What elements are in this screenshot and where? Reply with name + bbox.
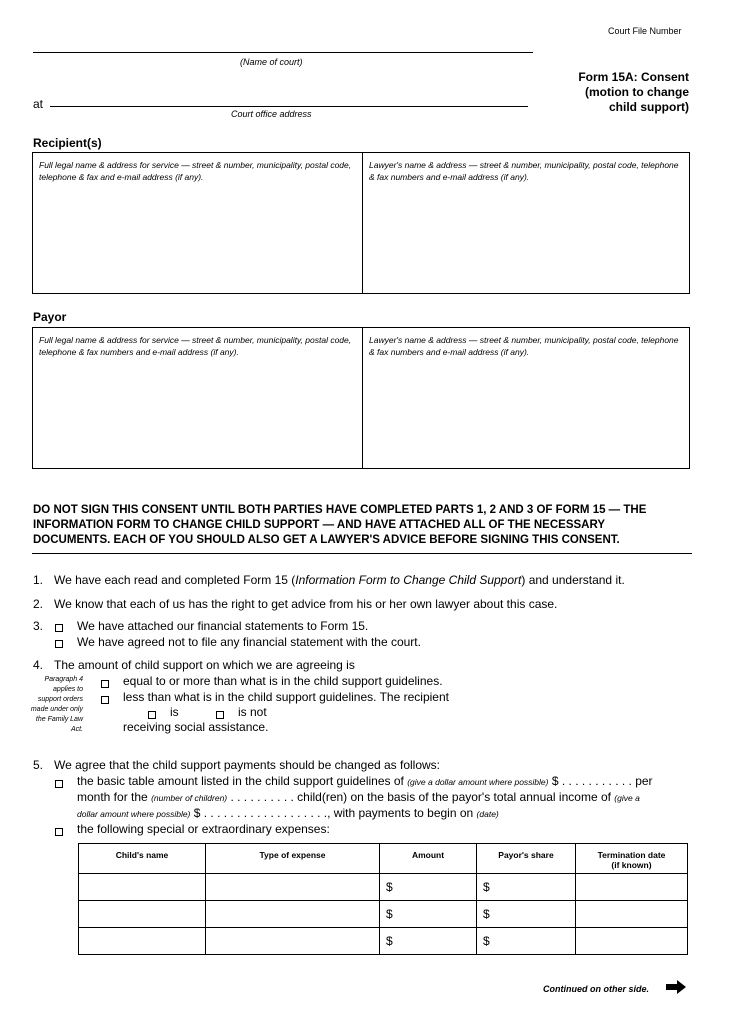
warning-notice	[33, 503, 693, 548]
side-note-line3: support orders	[37, 696, 83, 703]
item5-opt1-e: $ . . . . . . . . . . . . . . . . . . ., with payments to begin on	[193, 806, 474, 820]
row1-amount-dollar: $	[386, 880, 393, 894]
recipient-info-box[interactable]	[32, 152, 363, 294]
court-file-number-label: Court File Number	[608, 26, 682, 36]
row1-expense-type-cell[interactable]	[206, 874, 380, 901]
item4-opt1-label: equal to or more than what is in the child support guidelines.	[123, 674, 443, 688]
item1-text	[54, 573, 625, 587]
item2-text: We know that each of us has the right to get advice from his or her own lawyer about this case.	[54, 597, 558, 611]
row3-termination-cell[interactable]	[576, 928, 688, 955]
table-header-row	[79, 844, 688, 874]
row3-share-dollar: $	[483, 934, 490, 948]
item5-opt1-c: month for the	[77, 790, 148, 804]
continued-note: Continued on other side.	[543, 984, 649, 994]
item5-opt1-line1	[77, 774, 653, 788]
side-note-line6: Act.	[70, 726, 83, 733]
item5-hint1: (give a dollar amount where possible)	[407, 777, 549, 787]
item3-opt2-label: We have agreed not to file any financial statement with the court.	[77, 635, 421, 649]
item5-opt1-line3	[77, 806, 499, 820]
item5-opt1-line2	[77, 790, 640, 804]
side-note-line1: Paragraph 4	[44, 676, 83, 683]
item3-opt1-label: We have attached our financial statements to Form 15.	[77, 619, 369, 633]
item5-hint2: (number of children)	[151, 793, 228, 803]
recipient-heading: Recipient(s)	[33, 136, 102, 150]
payor-lawyer-label: Lawyer's name & address — street & number, municipality, postal code, telephone & fax numbers and e-mail address (if any).	[369, 335, 679, 357]
recipient-lawyer-box[interactable]	[362, 152, 690, 294]
termination-date-sub: (if known)	[611, 860, 652, 870]
form-title-line3: child support)	[609, 100, 689, 114]
side-note-line4: made under only	[30, 706, 83, 713]
form-title	[578, 70, 689, 115]
form-title-line1: Form 15A: Consent	[578, 70, 689, 84]
row2-share-cell[interactable]	[477, 901, 576, 928]
item5-opt2-checkbox[interactable]	[55, 823, 63, 841]
name-of-court-label: (Name of court)	[240, 57, 303, 67]
warning-line1: DO NOT SIGN THIS CONSENT UNTIL BOTH PARTIES HAVE COMPLETED PARTS 1, 2 AND 3 OF FORM 15 — THE	[33, 504, 647, 516]
item4-social-label: receiving social assistance.	[123, 720, 269, 734]
item4-side-note	[10, 675, 83, 735]
item4-number: 4.	[33, 658, 44, 672]
row3-amount-cell[interactable]	[380, 928, 477, 955]
item1-italic: Information Form to Change Child Support	[295, 573, 522, 587]
item5-hint3: (give a	[614, 793, 640, 803]
item1-pre: We have each read and completed Form 15 (	[54, 573, 296, 587]
row3-child-name-cell[interactable]	[79, 928, 206, 955]
row2-termination-cell[interactable]	[576, 901, 688, 928]
recipient-info-label: Full legal name & address for service — street & number, municipality, postal code, telephone & fax and e-mail address (if any).	[39, 160, 352, 182]
side-note-line5: the Family Law	[35, 716, 83, 723]
item5-hint5: (date)	[476, 809, 499, 819]
termination-date-label: Termination date	[597, 850, 666, 860]
warning-line3: DOCUMENTS. EACH OF YOU SHOULD ALSO GET A LAWYER'S ADVICE BEFORE SIGNING THIS CONSENT.	[33, 534, 620, 546]
row2-share-dollar: $	[483, 907, 490, 921]
table-row	[79, 901, 688, 928]
form-title-line2: (motion to change	[585, 85, 689, 99]
at-label: at	[33, 97, 44, 111]
row1-amount-cell[interactable]	[380, 874, 477, 901]
row3-expense-type-cell[interactable]	[206, 928, 380, 955]
row2-expense-type-cell[interactable]	[206, 901, 380, 928]
row3-share-cell[interactable]	[477, 928, 576, 955]
warning-line2: INFORMATION FORM TO CHANGE CHILD SUPPORT — AND HAVE ATTACHED ALL OF THE NECESSARY	[33, 519, 606, 531]
item2-number: 2.	[33, 597, 44, 611]
item5-opt1-d: . . . . . . . . . . child(ren) on the basis of the payor's total annual income of	[230, 790, 611, 804]
item4-is-not-label: is not	[238, 705, 267, 719]
item4-opt2-label: less than what is in the child support guidelines. The recipient	[123, 690, 449, 704]
item3-number: 3.	[33, 619, 44, 633]
item4-is-label: is	[170, 705, 179, 719]
item5-opt1-b: $ . . . . . . . . . . . per	[551, 774, 653, 788]
col-childs-name: Child's name	[79, 844, 206, 874]
payor-heading: Payor	[33, 310, 67, 324]
item1-number: 1.	[33, 573, 44, 587]
item4-opt2-checkbox[interactable]	[101, 691, 109, 709]
row1-share-cell[interactable]	[477, 874, 576, 901]
col-type-of-expense: Type of expense	[206, 844, 380, 874]
item4-text: The amount of child support on which we are agreeing is	[54, 658, 355, 672]
side-note-line2: applies to	[53, 686, 83, 693]
col-payors-share: Payor's share	[477, 844, 576, 874]
court-address-line[interactable]	[50, 106, 528, 107]
item1-post: ) and understand it.	[521, 573, 625, 587]
table-row	[79, 928, 688, 955]
row1-child-name-cell[interactable]	[79, 874, 206, 901]
arrow-right-icon	[666, 980, 686, 994]
item5-opt1-a: the basic table amount listed in the child support guidelines of	[77, 774, 404, 788]
col-amount: Amount	[380, 844, 477, 874]
item5-number: 5.	[33, 758, 44, 772]
row1-termination-cell[interactable]	[576, 874, 688, 901]
table-row	[79, 874, 688, 901]
row3-amount-dollar: $	[386, 934, 393, 948]
row2-amount-dollar: $	[386, 907, 393, 921]
court-name-line[interactable]	[33, 52, 533, 53]
item5-opt2-label: the following special or extraordinary expenses:	[77, 822, 330, 836]
item5-hint4: dollar amount where possible)	[77, 809, 191, 819]
item5-opt1-checkbox[interactable]	[55, 775, 63, 793]
expenses-table	[78, 843, 688, 955]
row2-amount-cell[interactable]	[380, 901, 477, 928]
payor-info-label: Full legal name & address for service — street & number, municipality, postal code, telephone & fax numbers and e-mail address (if any).	[39, 335, 352, 357]
col-termination-date	[576, 844, 688, 874]
item5-text: We agree that the child support payments should be changed as follows:	[54, 758, 441, 772]
court-office-address-label: Court office address	[231, 109, 312, 119]
row1-share-dollar: $	[483, 880, 490, 894]
item3-opt2-checkbox[interactable]	[55, 635, 63, 653]
recipient-lawyer-label: Lawyer's name & address — street & number, municipality, postal code, telephone & fax numbers and e-mail address (if any).	[369, 160, 679, 182]
payor-info-box[interactable]	[32, 327, 363, 469]
payor-lawyer-box[interactable]	[362, 327, 690, 469]
warning-divider	[32, 553, 692, 554]
row2-child-name-cell[interactable]	[79, 901, 206, 928]
